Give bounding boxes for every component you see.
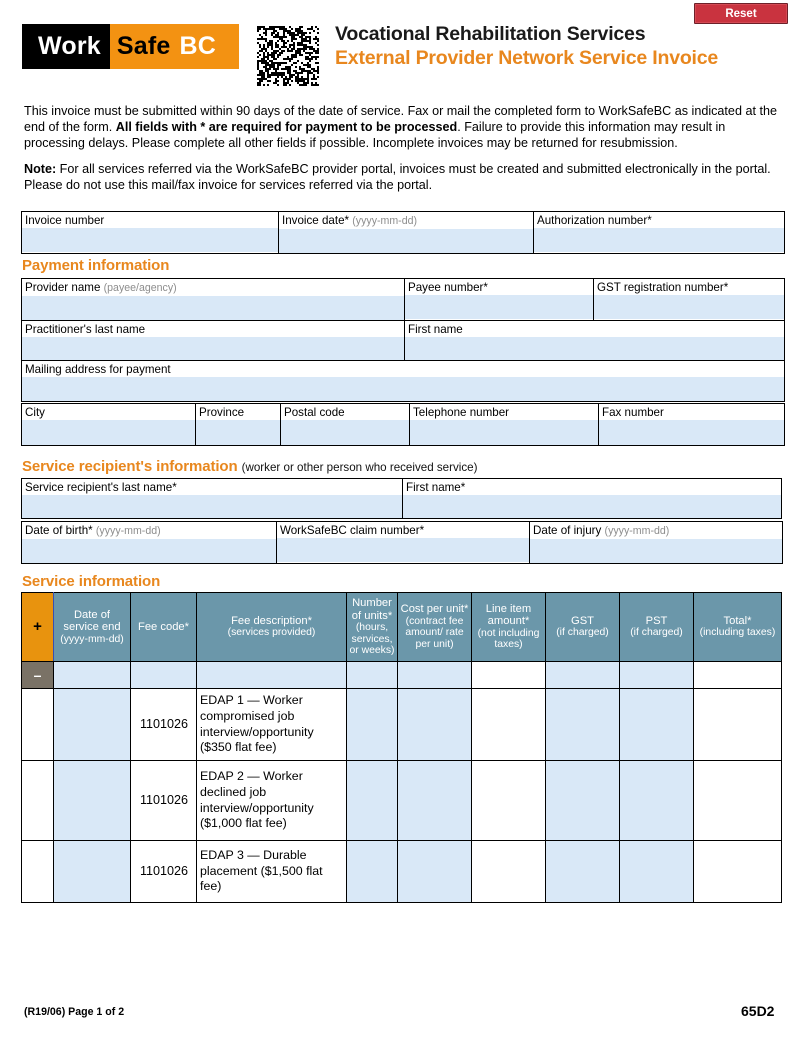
cell-date[interactable] xyxy=(54,841,131,903)
cell-cost-per-unit[interactable] xyxy=(398,841,472,903)
cell-pst[interactable] xyxy=(620,689,694,761)
gst-registration-input[interactable] xyxy=(594,295,784,319)
reset-button[interactable] xyxy=(694,3,788,24)
logo-safe-text: Safe xyxy=(116,32,171,60)
postal-code-label: Postal code xyxy=(281,404,409,420)
claim-number-label: WorkSafeBC claim number* xyxy=(277,522,529,538)
cell-description[interactable] xyxy=(197,689,347,761)
date-of-injury-label xyxy=(530,522,782,539)
service-table-header xyxy=(22,593,782,662)
recipient-first-name-cell xyxy=(403,479,782,519)
invoice-date-label xyxy=(279,212,533,229)
logo-safe-bc-block xyxy=(110,24,239,69)
date-of-birth-hint: (yyyy-mm-dd) xyxy=(95,525,161,537)
practitioner-last-name-label: Practitioner's last name xyxy=(22,321,404,337)
table-row xyxy=(22,279,785,321)
invoice-number-input[interactable] xyxy=(22,228,278,252)
authorization-number-cell xyxy=(534,212,785,254)
cell-line-item[interactable] xyxy=(472,689,546,761)
invoice-date-cell xyxy=(279,212,534,254)
telephone-input[interactable] xyxy=(410,420,598,445)
cell-description[interactable] xyxy=(197,662,347,689)
col-pst xyxy=(620,593,694,662)
cell-units[interactable] xyxy=(347,761,398,841)
col-label: Total* xyxy=(723,615,752,628)
cell-line-item[interactable] xyxy=(472,841,546,903)
city-input[interactable] xyxy=(22,420,195,445)
remove-row-icon: – xyxy=(33,667,42,683)
footer-revision: (R19/06) Page 1 of 2 xyxy=(24,1006,125,1018)
recipient-first-name-label: First name* xyxy=(403,479,781,495)
postal-code-input[interactable] xyxy=(281,420,409,445)
fee-description-value: EDAP 2 — Worker declined job interview/opportunity ($1,000 flat fee) xyxy=(200,769,314,831)
service-recipient-heading xyxy=(22,458,477,475)
first-name-cell xyxy=(405,321,785,361)
invoice-number-label: Invoice number xyxy=(22,212,278,228)
service-recipient-table xyxy=(21,478,782,519)
cell-date[interactable] xyxy=(54,662,131,689)
cell-date[interactable] xyxy=(54,689,131,761)
col-sub: (if charged) xyxy=(630,627,683,639)
col-date-of-service-end xyxy=(54,593,131,662)
first-name-label: First name xyxy=(405,321,784,337)
table-row xyxy=(22,761,782,841)
recipient-last-name-cell xyxy=(22,479,403,519)
invoice-date-label-text: Invoice date* xyxy=(282,214,350,227)
date-of-injury-label-text: Date of injury xyxy=(533,524,602,537)
cell-description[interactable] xyxy=(197,841,347,903)
provider-name-cell xyxy=(22,279,405,321)
fee-description-value: EDAP 1 — Worker compromised job interview/opportunity ($350 flat fee) xyxy=(200,693,314,755)
authorization-number-input[interactable] xyxy=(534,228,784,252)
table-row xyxy=(22,662,782,689)
telephone-label: Telephone number xyxy=(410,404,598,420)
cell-total[interactable] xyxy=(694,841,782,903)
col-cost-per-unit xyxy=(398,593,472,662)
form-title-primary: Vocational Rehabilitation Services xyxy=(335,23,646,45)
col-sub: (yyyy-mm-dd) xyxy=(60,633,124,645)
payment-address-table xyxy=(21,403,785,446)
mailing-address-cell xyxy=(22,361,785,402)
intro-paragraph-2 xyxy=(24,161,784,193)
table-row xyxy=(22,522,783,564)
payee-number-input[interactable] xyxy=(405,295,593,319)
date-of-injury-hint: (yyyy-mm-dd) xyxy=(604,525,670,537)
table-row xyxy=(22,689,782,761)
payee-number-label: Payee number* xyxy=(405,279,593,295)
province-input[interactable] xyxy=(196,420,280,445)
first-name-input[interactable] xyxy=(405,337,784,360)
telephone-cell xyxy=(410,404,599,446)
cell-description[interactable] xyxy=(197,761,347,841)
provider-name-hint: (payee/agency) xyxy=(103,282,177,294)
cell-fee-code[interactable] xyxy=(131,841,197,903)
province-cell xyxy=(196,404,281,446)
cell-line-item[interactable] xyxy=(472,761,546,841)
payment-information-table xyxy=(21,278,785,402)
mailing-address-label: Mailing address for payment xyxy=(22,361,784,377)
cell-units[interactable] xyxy=(347,662,398,689)
recipient-last-name-label: Service recipient's last name* xyxy=(22,479,402,495)
col-fee-code xyxy=(131,593,197,662)
col-fee-description xyxy=(197,593,347,662)
remove-row-button[interactable] xyxy=(22,662,54,689)
province-label: Province xyxy=(196,404,280,420)
cell-gst[interactable] xyxy=(546,689,620,761)
cell-date[interactable] xyxy=(54,761,131,841)
cell-units[interactable] xyxy=(347,689,398,761)
intro-p1-c: . Failure to provide this information may result in processing delays. Please complete all other fields if possible. Incomplete invoices may be returned for resubmission. xyxy=(24,120,726,151)
service-recipient-claim-table xyxy=(21,521,783,564)
fax-label: Fax number xyxy=(599,404,784,420)
invoice-date-input[interactable] xyxy=(279,229,533,253)
provider-name-input[interactable] xyxy=(22,296,404,320)
gst-registration-label: GST registration number* xyxy=(594,279,784,295)
invoice-identification-table xyxy=(21,211,785,254)
claim-number-input[interactable] xyxy=(277,538,529,562)
col-number-of-units xyxy=(347,593,398,662)
col-sub: (hours, services, or weeks) xyxy=(349,621,395,657)
intro-p1-bold: All fields with * are required for payment to be processed xyxy=(115,120,458,135)
cell-total[interactable] xyxy=(694,662,782,689)
barcode-icon xyxy=(257,26,319,86)
date-of-birth-input[interactable] xyxy=(22,539,276,563)
col-label: PST xyxy=(645,615,668,628)
cell-cost-per-unit[interactable] xyxy=(398,662,472,689)
note-text: For all services referred via the WorkSafeBC provider portal, invoices must be created and submitted electronically in the portal. Please do not use this mail/fax invoice for services referred via the portal. xyxy=(24,161,771,192)
cell-line-item[interactable] xyxy=(472,662,546,689)
col-label: Date of service end xyxy=(63,608,121,634)
authorization-number-label: Authorization number* xyxy=(534,212,784,228)
postal-code-cell xyxy=(281,404,410,446)
reset-button-label: Reset xyxy=(725,7,757,20)
col-label: Fee description* xyxy=(231,615,312,628)
worksafebc-logo xyxy=(22,24,239,69)
form-title-secondary: External Provider Network Service Invoice xyxy=(335,47,719,69)
table-row xyxy=(22,212,785,254)
cell-cost-per-unit[interactable] xyxy=(398,761,472,841)
cell-fee-code[interactable] xyxy=(131,662,197,689)
date-of-injury-input[interactable] xyxy=(530,539,782,563)
provider-name-label xyxy=(22,279,404,296)
cell-cost-per-unit[interactable] xyxy=(398,689,472,761)
note-label: Note: xyxy=(24,161,57,176)
invoice-date-hint: (yyyy-mm-dd) xyxy=(352,215,418,227)
fee-code-value: 1101026 xyxy=(139,863,189,878)
cell-units[interactable] xyxy=(347,841,398,903)
provider-name-label-text: Provider name xyxy=(25,281,101,294)
fee-description-value: EDAP 3 — Durable placement ($1,500 flat fee) xyxy=(200,848,323,894)
col-sub: (including taxes) xyxy=(699,627,776,639)
intro-paragraph-1 xyxy=(24,103,784,152)
city-cell xyxy=(22,404,196,446)
cell-gst[interactable] xyxy=(546,841,620,903)
cell-fee-code[interactable] xyxy=(131,761,197,841)
cell-pst[interactable] xyxy=(620,662,694,689)
cell-total[interactable] xyxy=(694,689,782,761)
add-row-button[interactable] xyxy=(22,593,54,662)
col-sub: (contract fee amount/ rate per unit) xyxy=(405,615,464,650)
form-header xyxy=(22,24,784,86)
date-of-injury-cell xyxy=(530,522,783,564)
city-label: City xyxy=(22,404,195,420)
fax-input[interactable] xyxy=(599,420,784,445)
cell-gst[interactable] xyxy=(546,761,620,841)
service-recipient-heading-text: Service recipient's information xyxy=(22,458,238,475)
date-of-birth-cell xyxy=(22,522,277,564)
table-row xyxy=(22,361,785,402)
fax-cell xyxy=(599,404,785,446)
service-recipient-heading-sub: (worker or other person who received service) xyxy=(241,461,478,474)
row-control-cell xyxy=(22,761,54,841)
invoice-number-cell xyxy=(22,212,279,254)
cell-total[interactable] xyxy=(694,761,782,841)
cell-pst[interactable] xyxy=(620,761,694,841)
col-label: Fee code* xyxy=(138,620,189,633)
intro-text xyxy=(24,103,784,202)
cell-pst[interactable] xyxy=(620,841,694,903)
table-row xyxy=(22,404,785,446)
claim-number-cell xyxy=(277,522,530,564)
practitioner-last-name-input[interactable] xyxy=(22,337,404,360)
recipient-first-name-input[interactable] xyxy=(403,495,781,518)
add-row-icon: + xyxy=(33,617,42,635)
service-information-table xyxy=(21,592,782,903)
table-row xyxy=(22,479,782,519)
logo-bc-text: BC xyxy=(179,32,216,60)
col-label: Cost per unit* xyxy=(400,603,469,616)
service-information-heading: Service information xyxy=(22,573,161,590)
table-row xyxy=(22,321,785,361)
payee-number-cell xyxy=(405,279,594,321)
row-control-cell xyxy=(22,689,54,761)
intro-p1-a: This invoice must be submitted within 90 days of the date of service. Fax or mail the completed form to WorkSafeBC as indicated at the end of the form. xyxy=(24,104,777,135)
form-titles xyxy=(335,22,718,71)
date-of-birth-label-text: Date of birth* xyxy=(25,524,93,537)
col-label: Number of units* xyxy=(351,597,393,622)
payment-information-heading: Payment information xyxy=(22,257,170,274)
footer-form-code: 65D2 xyxy=(741,1003,775,1019)
fee-code-value: 1101026 xyxy=(139,716,189,731)
col-line-item-amount xyxy=(472,593,546,662)
date-of-birth-label xyxy=(22,522,276,539)
fee-code-value: 1101026 xyxy=(139,792,189,807)
cell-gst[interactable] xyxy=(546,662,620,689)
col-total xyxy=(694,593,782,662)
col-label: Line item amount* xyxy=(485,603,532,628)
cell-fee-code[interactable] xyxy=(131,689,197,761)
gst-registration-cell xyxy=(594,279,785,321)
table-header-row xyxy=(22,593,782,662)
col-sub: (services provided) xyxy=(227,627,316,639)
table-row xyxy=(22,841,782,903)
service-table-body xyxy=(22,662,782,903)
col-label: GST xyxy=(571,615,594,628)
mailing-address-input[interactable] xyxy=(22,377,784,401)
recipient-last-name-input[interactable] xyxy=(22,495,402,518)
col-sub: (not including taxes) xyxy=(477,627,540,651)
practitioner-last-name-cell xyxy=(22,321,405,361)
col-sub: (if charged) xyxy=(556,627,609,639)
logo-work-text: Work xyxy=(22,24,110,69)
col-gst xyxy=(546,593,620,662)
row-control-cell xyxy=(22,841,54,903)
